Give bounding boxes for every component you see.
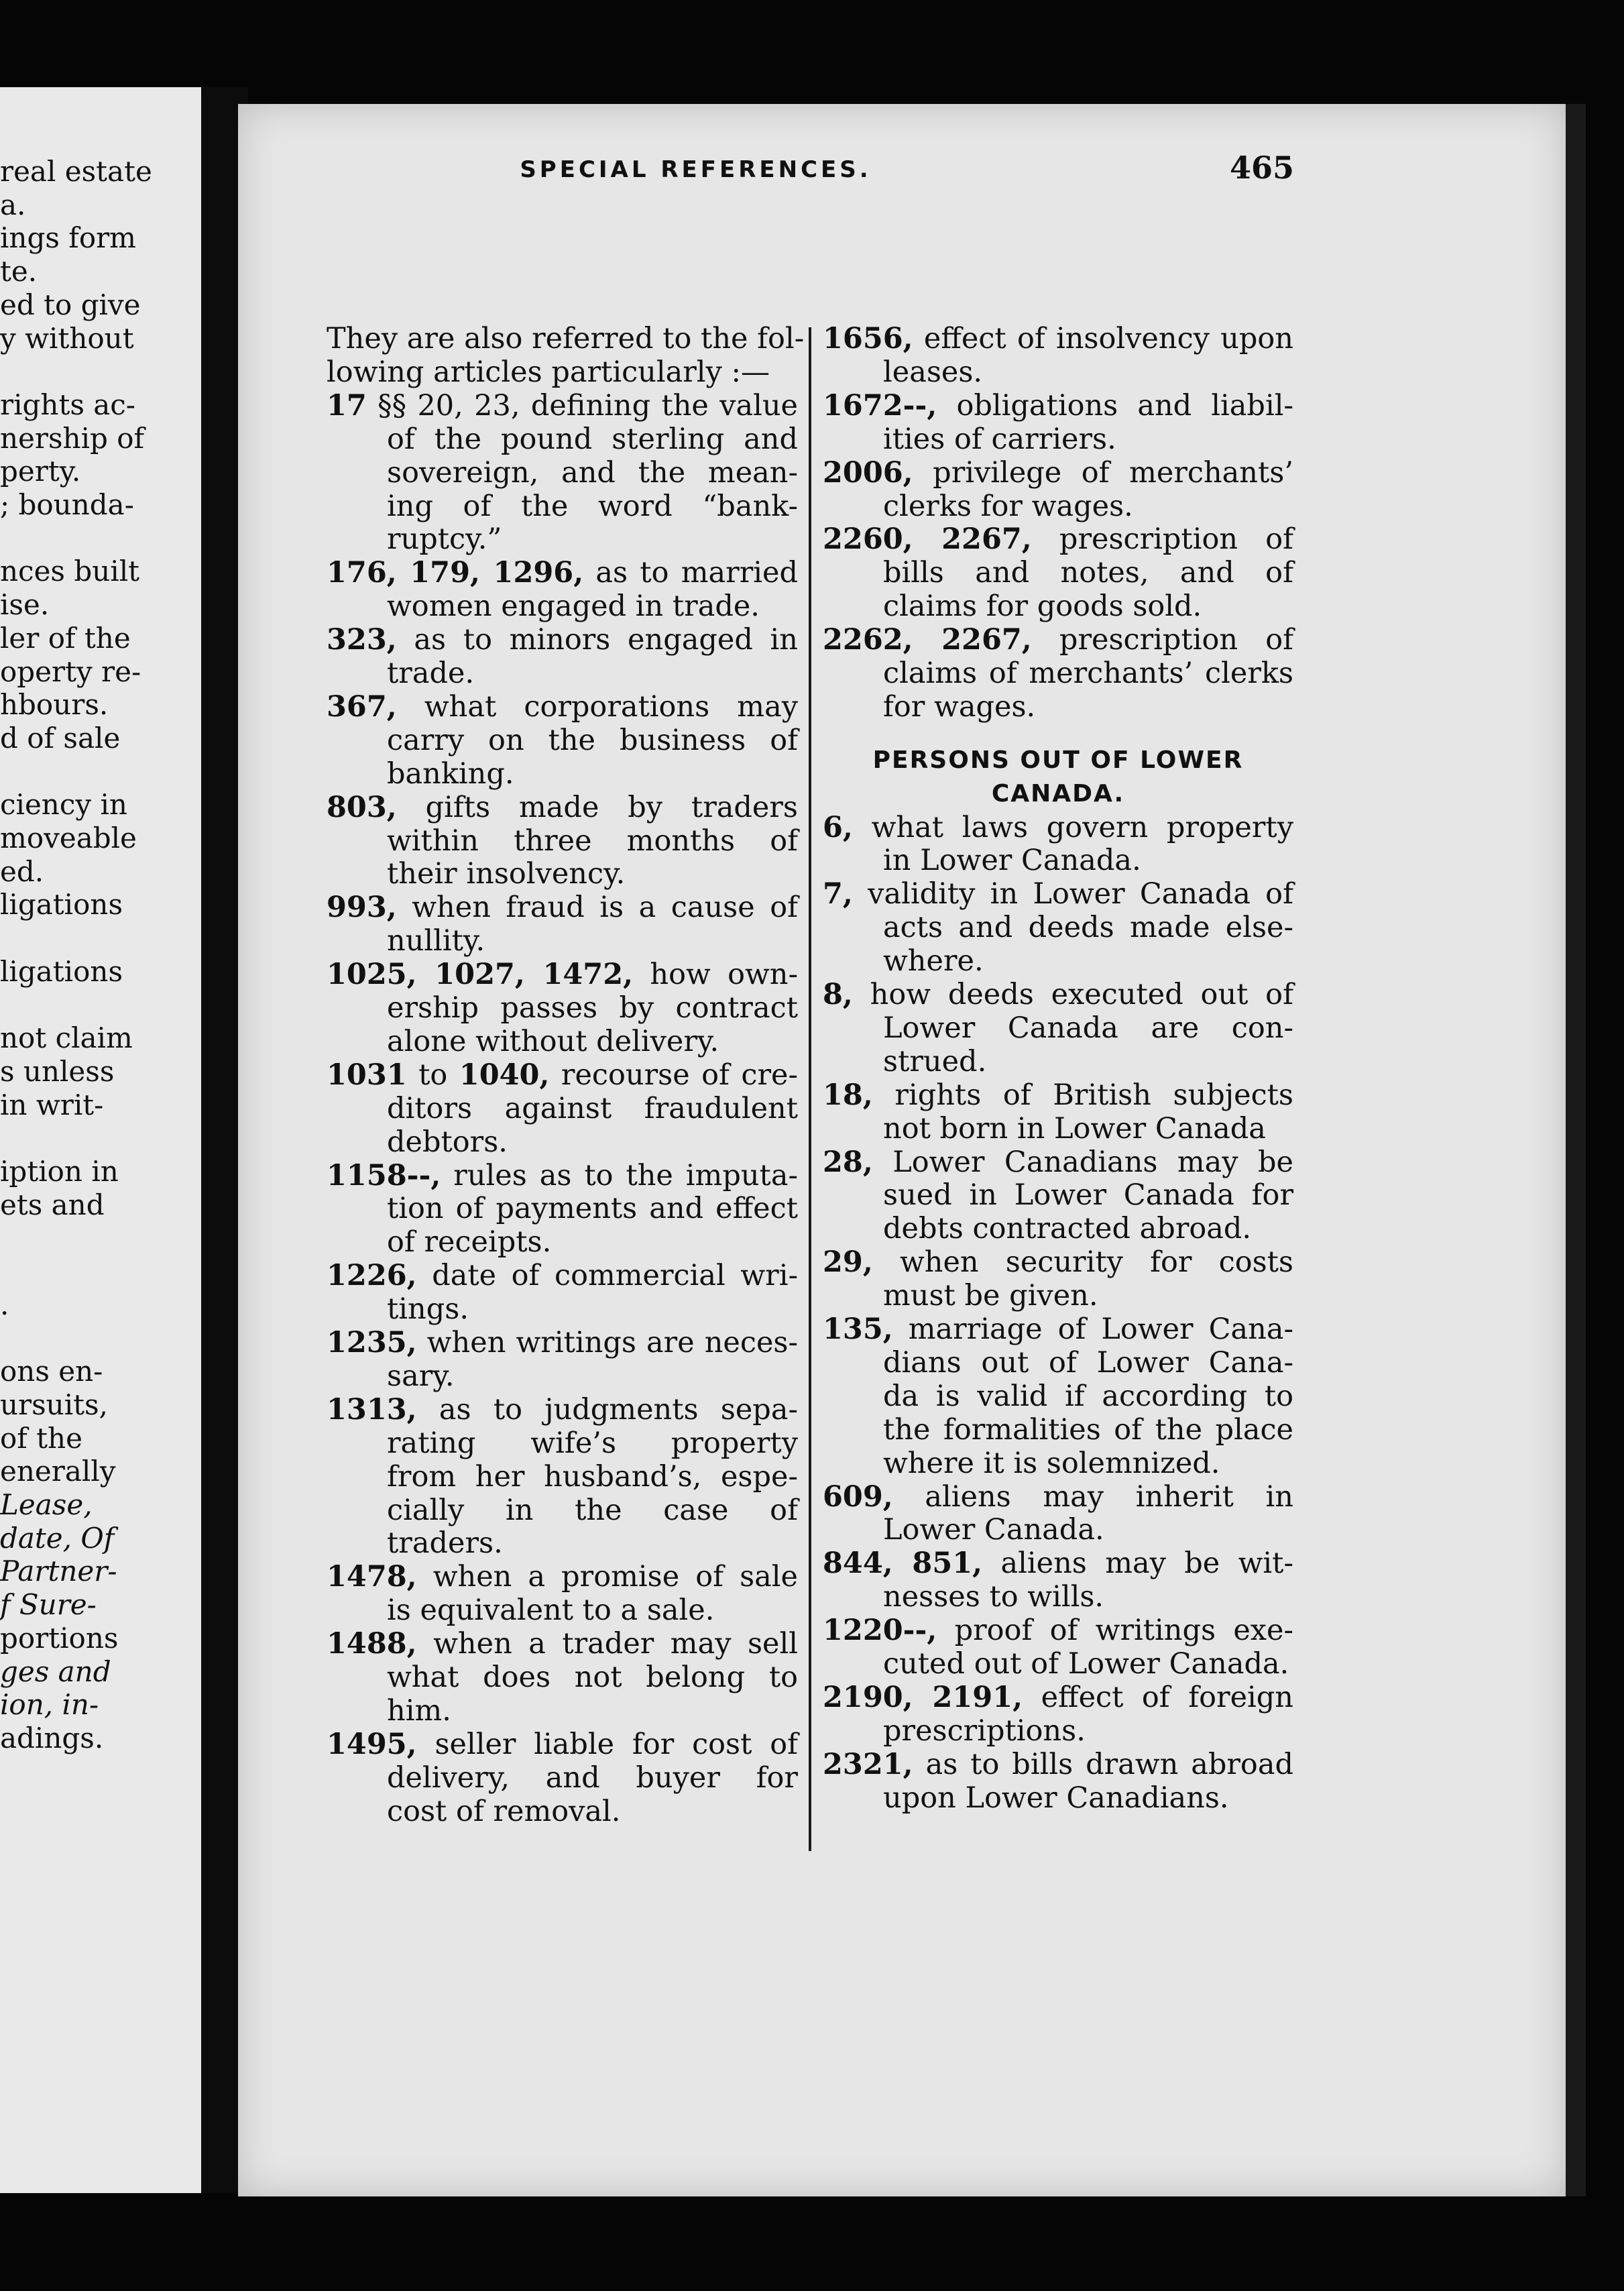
entry-text: when writings are neces- <box>416 1326 798 1359</box>
entry-text: not born in Lower Canada <box>883 1111 1266 1146</box>
entry-continuation <box>387 1761 798 1795</box>
entry-continuation <box>387 1292 798 1326</box>
article-number: 1220--, <box>823 1614 937 1648</box>
entry-text: must be given. <box>883 1279 1098 1313</box>
entry-line <box>327 1259 798 1292</box>
entry-text: where it is solemnized. <box>883 1446 1220 1480</box>
entry-continuation <box>883 844 1293 877</box>
article-number: 1488, <box>327 1627 417 1661</box>
facing-page-line <box>0 755 201 789</box>
entry-continuation <box>883 490 1293 523</box>
entry-text: gifts made by traders <box>396 790 798 824</box>
entry-text: They are also referred to the fol- <box>327 322 805 355</box>
facing-page-line: a. <box>0 188 26 221</box>
entry-continuation <box>883 944 1293 978</box>
entry-continuation <box>387 1460 798 1494</box>
entry-text: claims of merchants’ clerks <box>883 657 1293 690</box>
page-edge <box>1566 104 1586 2196</box>
entry-text: cuted out of Lower Canada. <box>883 1647 1289 1681</box>
entry-continuation <box>883 1178 1293 1212</box>
entry-text: nullity. <box>387 924 485 958</box>
entry-text: seller liable for cost of <box>416 1727 798 1761</box>
section-heading: CANADA. <box>991 779 1125 807</box>
article-number: 6, <box>823 810 853 844</box>
entry-text: delivery, and buyer for <box>387 1761 798 1795</box>
entry-text: him. <box>387 1693 451 1728</box>
entry-text: tings. <box>387 1292 469 1327</box>
facing-page-line: ligations <box>0 954 123 988</box>
entry-text: ities of carriers. <box>883 422 1116 456</box>
entry-line <box>823 1748 1293 1781</box>
facing-page-line: Lease, <box>0 1488 93 1521</box>
entry-text: the formalities of the place <box>883 1412 1293 1447</box>
article-number: 176, 179, 1296, <box>327 556 584 590</box>
entry-text: upon Lower Canadians. <box>883 1781 1229 1815</box>
entry-line <box>823 978 1293 1011</box>
article-number: 1025, 1027, 1472, <box>327 958 634 992</box>
entry-text: as to bills drawn abroad <box>913 1747 1293 1781</box>
article-number: 1495, <box>327 1727 417 1761</box>
entry-line <box>823 1245 1293 1279</box>
entry-text: women engaged in trade. <box>387 590 760 624</box>
entry-text: how own- <box>633 958 798 992</box>
entry-continuation <box>387 1092 798 1125</box>
facing-page-line: ed. <box>0 854 44 888</box>
article-number: 1656, <box>823 322 913 355</box>
article-number: 7, <box>823 877 853 911</box>
entry-text: effect of insolvency upon <box>913 322 1293 355</box>
entry-line <box>327 791 798 824</box>
entry-text: tion of payments and effect <box>387 1192 798 1226</box>
entry-text: when a promise of sale <box>416 1560 798 1594</box>
facing-page-line: ciency in <box>0 788 127 822</box>
entry-text: da is valid if according to <box>883 1379 1293 1413</box>
facing-page-line: in writ- <box>0 1088 104 1121</box>
entry-line <box>327 355 798 389</box>
facing-page-line: ursuits, <box>0 1388 108 1421</box>
page-number: 465 <box>1229 150 1294 186</box>
article-number: 8, <box>823 978 853 1012</box>
entry-line <box>823 322 1293 355</box>
column-divider <box>809 327 811 1851</box>
entry-continuation <box>387 1494 798 1527</box>
entry-continuation <box>387 1025 798 1058</box>
entry-line <box>327 1560 798 1594</box>
facing-page-line <box>0 521 201 556</box>
entry-text: ruptcy.” <box>387 522 502 557</box>
article-number: 844, 851, <box>823 1547 983 1581</box>
facing-page-line: ed to give <box>0 288 141 321</box>
entry-continuation <box>387 456 798 490</box>
entry-continuation <box>883 1714 1293 1748</box>
entry-text: within three months of <box>387 824 798 858</box>
entry-line <box>327 690 798 724</box>
entry-line <box>823 456 1293 490</box>
entry-line <box>823 623 1293 657</box>
facing-page-fragment <box>0 87 201 2193</box>
entry-continuation <box>387 522 798 556</box>
article-number: 17 <box>327 388 367 423</box>
entry-continuation <box>387 991 798 1025</box>
facing-page-line: ise. <box>0 588 50 622</box>
entry-text: of receipts. <box>387 1225 552 1260</box>
entry-text: trade. <box>387 657 475 690</box>
entry-continuation <box>387 1225 798 1259</box>
article-number: 803, <box>327 790 397 824</box>
entry-line <box>823 1681 1293 1714</box>
entry-continuation <box>883 1647 1293 1681</box>
entry-text: ership passes by contract <box>387 991 798 1025</box>
entry-text: in Lower Canada. <box>883 844 1141 878</box>
entry-continuation <box>883 590 1293 623</box>
entry-line <box>327 322 805 355</box>
facing-page-line: ; bounda- <box>0 488 134 521</box>
entry-text: what laws govern property <box>852 810 1293 844</box>
entry-continuation <box>883 355 1293 389</box>
facing-page-line: date, Of <box>0 1521 115 1555</box>
entry-text: sued in Lower Canada for <box>883 1178 1293 1213</box>
entry-text: nesses to wills. <box>883 1580 1104 1614</box>
entry-text: banking. <box>387 757 514 791</box>
entry-continuation <box>387 1359 798 1393</box>
entry-line <box>327 891 798 924</box>
entry-text: Lower Canada. <box>883 1513 1104 1547</box>
entry-continuation <box>883 1781 1293 1815</box>
entry-text: sary. <box>387 1359 455 1393</box>
facing-page-line <box>0 988 201 1023</box>
facing-page-line: enerally <box>0 1455 116 1488</box>
article-number: 609, <box>823 1479 893 1514</box>
facing-page-line: ings form <box>0 221 137 255</box>
entry-line <box>327 389 798 423</box>
article-number: 993, <box>327 891 397 925</box>
entry-text: cost of removal. <box>387 1794 621 1828</box>
entry-line <box>823 811 1293 844</box>
facing-page-line <box>0 1254 201 1289</box>
facing-page-line: hbours. <box>0 688 109 722</box>
entry-text: to <box>406 1058 459 1092</box>
entry-continuation <box>883 1380 1293 1413</box>
entry-continuation <box>883 911 1293 944</box>
entry-continuation <box>883 1045 1293 1078</box>
entry-continuation <box>387 657 798 690</box>
entry-continuation <box>883 1212 1293 1245</box>
facing-page-line: . <box>0 1288 9 1321</box>
entry-text: recourse of cre- <box>549 1058 798 1092</box>
entry-continuation <box>883 1112 1293 1146</box>
entry-text: sovereign, and the mean- <box>387 455 798 490</box>
entry-text: proof of writings exe- <box>937 1614 1293 1648</box>
entry-text: cially in the case of <box>387 1493 798 1527</box>
entry-text: claims for goods sold. <box>883 590 1202 624</box>
entry-text: rights of British subjects <box>872 1078 1293 1112</box>
entry-line <box>327 556 798 590</box>
entry-text: what corporations may <box>396 689 798 724</box>
article-number: 1313, <box>327 1392 417 1427</box>
article-number: 1235, <box>327 1326 417 1359</box>
entry-continuation <box>387 490 798 523</box>
entry-continuation <box>387 1192 798 1225</box>
facing-page-line: nces built <box>0 555 140 588</box>
article-number: 1478, <box>327 1560 417 1594</box>
entry-text: aliens may be wit- <box>982 1547 1293 1581</box>
article-number: 1040, <box>459 1058 550 1092</box>
entry-text: when fraud is a cause of <box>396 891 798 925</box>
entry-text: debtors. <box>387 1125 508 1159</box>
entry-text: when security for costs <box>872 1245 1293 1280</box>
entry-text: of the pound sterling and <box>387 422 798 456</box>
section-heading: PERSONS OUT OF LOWER <box>872 746 1244 774</box>
facing-page-line <box>0 921 201 956</box>
article-number: 2262, 2267, <box>823 623 1032 657</box>
entry-continuation <box>883 1279 1293 1312</box>
entry-line <box>823 389 1293 423</box>
article-number: 1031 <box>327 1058 407 1092</box>
entry-text: obligations and liabil- <box>937 388 1293 423</box>
entry-text: ing of the word “bank- <box>387 489 798 523</box>
article-number: 2006, <box>823 455 913 490</box>
entry-line <box>823 1078 1293 1112</box>
facing-page-line: iption in <box>0 1155 119 1188</box>
entry-continuation <box>883 1513 1293 1547</box>
entry-text: ditors against fraudulent <box>387 1091 798 1125</box>
entry-continuation <box>387 1694 798 1728</box>
facing-page-line: moveable <box>0 822 137 854</box>
article-number: 28, <box>823 1145 873 1179</box>
article-number: 367, <box>327 689 397 724</box>
entry-line <box>823 877 1293 911</box>
entry-line <box>823 1480 1293 1514</box>
entry-text: effect of foreign <box>1023 1680 1293 1714</box>
entry-text: dians out of Lower Cana- <box>883 1345 1293 1380</box>
article-number: 135, <box>823 1312 893 1347</box>
facing-page-line: rights ac- <box>0 388 135 421</box>
entry-text: traders. <box>387 1526 503 1561</box>
entry-continuation <box>883 657 1293 690</box>
entry-continuation <box>883 1011 1293 1045</box>
entry-continuation <box>387 590 798 623</box>
facing-page-line: ler of the <box>0 621 131 655</box>
entry-text: marriage of Lower Cana- <box>892 1312 1293 1347</box>
entry-text: alone without delivery. <box>387 1024 719 1058</box>
entry-continuation <box>387 924 798 958</box>
entry-continuation <box>387 757 798 791</box>
entry-line <box>823 522 1293 556</box>
entry-line <box>327 958 798 991</box>
entry-text: what does not belong to <box>387 1661 798 1694</box>
entry-text: validity in Lower Canada of <box>852 877 1293 911</box>
entry-text: Lower Canadians may be <box>872 1145 1293 1179</box>
entry-text: as to minors engaged in <box>396 623 798 657</box>
entry-text: bills and notes, and of <box>883 556 1293 590</box>
entry-line <box>823 1547 1293 1580</box>
facing-page-line: Partner- <box>0 1555 117 1588</box>
facing-page-line <box>0 354 201 389</box>
entry-line <box>327 1728 798 1761</box>
article-number: 1158--, <box>327 1158 441 1192</box>
entry-text: as to married <box>583 556 799 590</box>
entry-text: rules as to the imputa- <box>441 1158 798 1192</box>
entry-line <box>823 1146 1293 1179</box>
entry-continuation <box>883 1580 1293 1614</box>
entry-text: prescriptions. <box>883 1714 1086 1748</box>
facing-page-line <box>0 1321 201 1356</box>
entry-text: how deeds executed out of <box>852 978 1293 1012</box>
entry-text: prescription of <box>1031 623 1293 657</box>
entry-text: aliens may inherit in <box>892 1479 1293 1514</box>
entry-text: as to judgments sepa- <box>416 1392 798 1427</box>
entry-text: lowing articles particularly :— <box>327 355 770 389</box>
entry-text: for wages. <box>883 689 1036 724</box>
entry-continuation <box>387 1125 798 1159</box>
entry-continuation <box>387 1427 798 1460</box>
article-number: 29, <box>823 1245 873 1280</box>
entry-continuation <box>387 1526 798 1560</box>
facing-page-line: nership of <box>0 421 145 455</box>
facing-page-line: of the <box>0 1421 82 1455</box>
article-number: 2260, 2267, <box>823 522 1032 557</box>
entry-text: privilege of merchants’ <box>913 455 1293 490</box>
entry-text: is equivalent to a sale. <box>387 1594 715 1628</box>
facing-page-line: s unless <box>0 1054 115 1088</box>
entry-text: §§ 20, 23, defining the value <box>366 388 798 423</box>
facing-page-line: ligations <box>0 888 123 921</box>
facing-page-line: adings. <box>0 1721 104 1754</box>
entry-text: clerks for wages. <box>883 489 1133 523</box>
entry-continuation <box>387 1594 798 1627</box>
entry-continuation <box>883 1447 1293 1480</box>
entry-line <box>823 1312 1293 1346</box>
facing-page-line: y without <box>0 321 134 355</box>
article-number: 1672--, <box>823 388 937 423</box>
facing-page-line: ets and <box>0 1188 105 1221</box>
entry-continuation <box>387 1795 798 1828</box>
entry-line <box>327 1058 798 1092</box>
article-number: 2321, <box>823 1747 913 1781</box>
entry-text: date of commercial wri- <box>416 1259 798 1293</box>
entry-continuation <box>883 423 1293 456</box>
facing-page-line <box>0 1121 201 1156</box>
article-number: 1226, <box>327 1259 417 1293</box>
entry-text: strued. <box>883 1044 987 1078</box>
entry-text: their insolvency. <box>387 857 626 891</box>
facing-page-line: te. <box>0 255 38 288</box>
entry-continuation <box>387 423 798 456</box>
entry-text: rating wife’s property <box>387 1426 798 1460</box>
entry-text: prescription of <box>1031 522 1293 557</box>
article-number: 323, <box>327 623 397 657</box>
article-number: 2190, 2191, <box>823 1680 1023 1714</box>
entry-continuation <box>387 857 798 891</box>
entry-line <box>327 1326 798 1359</box>
entry-continuation <box>883 690 1293 724</box>
entry-line <box>327 1627 798 1661</box>
entry-line <box>327 1393 798 1427</box>
entry-text: leases. <box>883 355 983 389</box>
entry-text: when a trader may sell <box>416 1627 798 1661</box>
article-number: 18, <box>823 1078 873 1112</box>
entry-line <box>327 623 798 657</box>
facing-page-line: portions <box>0 1621 119 1655</box>
entry-continuation <box>387 824 798 858</box>
facing-page-line: real estate <box>0 155 152 188</box>
facing-page-line: ons en- <box>0 1355 103 1388</box>
entry-text: where. <box>883 944 984 979</box>
facing-page-line: ges and <box>0 1655 111 1688</box>
entry-text: carry on the business of <box>387 723 798 757</box>
entry-line <box>823 1614 1293 1647</box>
entry-text: from her husband’s, espe- <box>387 1459 798 1494</box>
entry-text: Lower Canada are con- <box>883 1011 1293 1045</box>
entry-line <box>327 1159 798 1192</box>
entry-continuation <box>387 1661 798 1694</box>
facing-page-line: not claim <box>0 1021 133 1055</box>
entry-continuation <box>883 1346 1293 1380</box>
entry-continuation <box>883 1413 1293 1447</box>
facing-page-line <box>0 1221 201 1255</box>
running-head: SPECIAL REFERENCES. <box>520 156 872 183</box>
facing-page-line: ion, in- <box>0 1688 99 1722</box>
facing-page-line: d of sale <box>0 721 121 755</box>
entry-text: debts contracted abroad. <box>883 1212 1252 1246</box>
facing-page-line: perty. <box>0 455 81 488</box>
entry-continuation <box>883 556 1293 590</box>
entry-text: acts and deeds made else- <box>883 911 1293 945</box>
facing-page-line: operty re- <box>0 655 141 688</box>
entry-continuation <box>387 724 798 757</box>
facing-page-line: f Sure- <box>0 1588 97 1622</box>
